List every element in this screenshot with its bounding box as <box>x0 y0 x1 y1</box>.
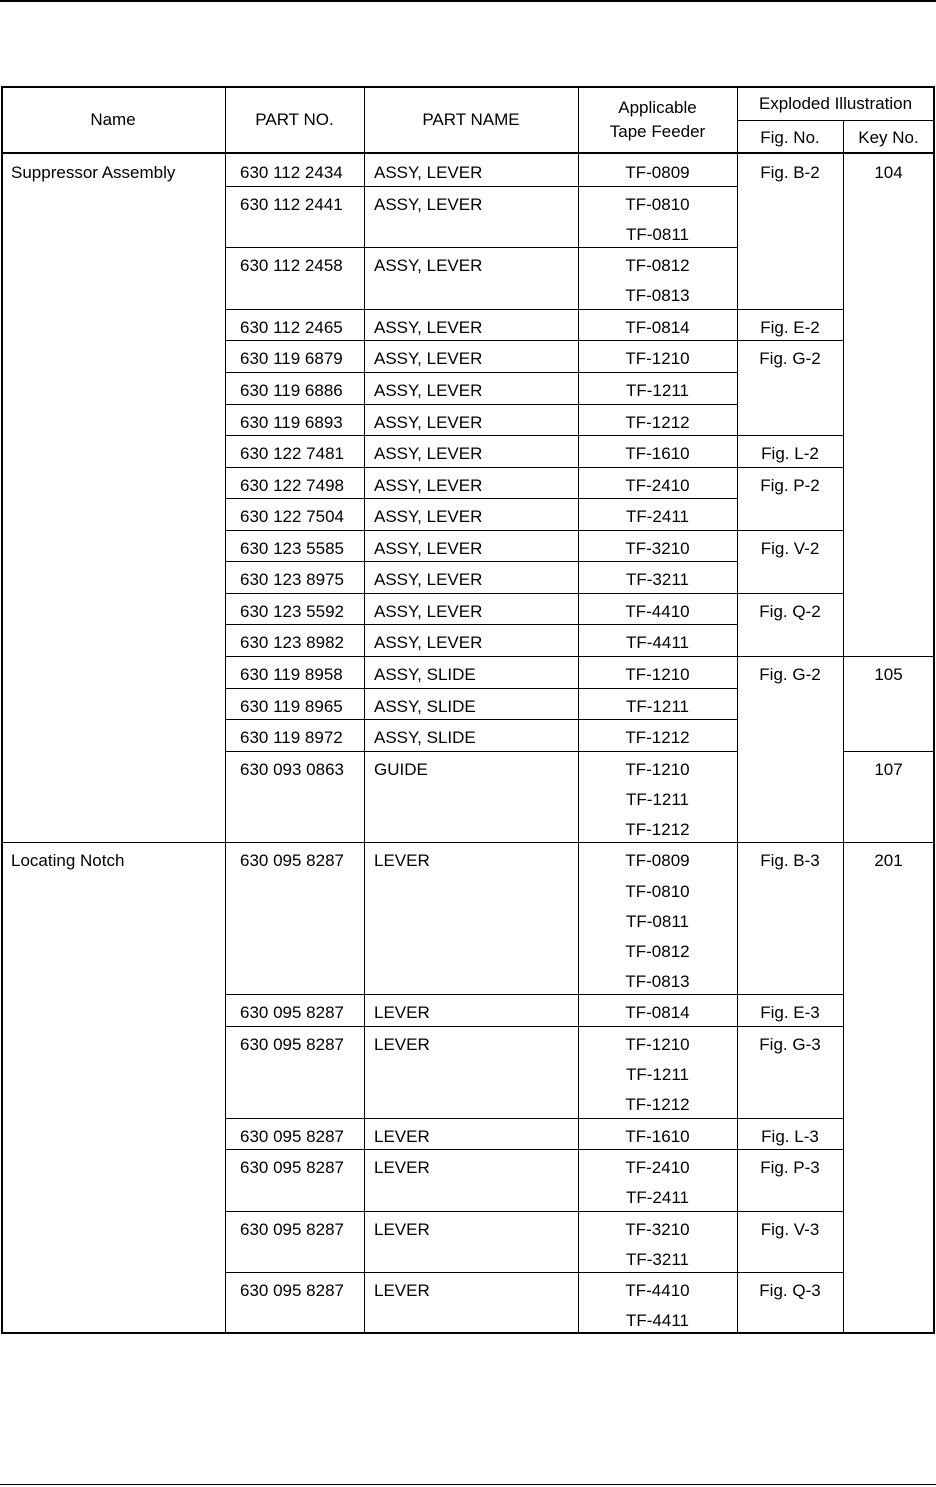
part-name-cell: ASSY, LEVER <box>374 570 483 590</box>
row-divider <box>225 498 737 499</box>
part-no-cell: 630 112 2434 <box>240 163 343 182</box>
tape-feeder-cell: TF-4411 <box>626 633 689 653</box>
fig-divider <box>737 1118 843 1119</box>
part-no-cell: 630 095 8287 <box>240 851 344 871</box>
tape-feeder-cell: TF-0813 <box>625 971 690 991</box>
fig-divider <box>737 994 843 995</box>
part-name-cell: LEVER <box>374 1003 430 1023</box>
part-name-cell: ASSY, SLIDE <box>374 728 476 748</box>
header-bottom-border <box>1 152 935 154</box>
part-no-cell: 630 122 7498 <box>240 475 344 495</box>
tape-feeder-cell: TF-2411 <box>626 507 689 527</box>
table-bottom-border <box>1 1332 935 1334</box>
header-sub-divider <box>737 120 934 121</box>
fig-divider <box>737 1149 843 1150</box>
fig-no-cell: Fig. V-3 <box>760 1219 820 1239</box>
tape-feeder-cell: TF-3211 <box>626 1249 689 1269</box>
row-divider <box>225 247 737 248</box>
row-divider <box>225 1211 737 1212</box>
part-no-cell: 630 095 8287 <box>240 1034 344 1054</box>
tape-feeder-cell: TF-0812 <box>625 941 690 961</box>
part-no-cell: 630 095 8287 <box>240 1126 344 1146</box>
fig-no-cell: Fig. Q-3 <box>759 1281 821 1301</box>
tape-feeder-cell: TF-3211 <box>626 570 689 590</box>
part-name-cell: ASSY, LEVER <box>374 444 483 464</box>
column-divider <box>578 86 579 1334</box>
row-divider <box>225 340 737 341</box>
part-name-cell: LEVER <box>374 1034 430 1054</box>
tape-feeder-cell: TF-1210 <box>625 759 690 779</box>
part-no-cell: 630 119 6886 <box>240 380 343 400</box>
header-part-name: PART NAME <box>422 110 520 129</box>
tape-feeder-cell: TF-1211 <box>626 789 689 809</box>
part-name-cell: LEVER <box>374 851 430 871</box>
fig-no-cell: Fig. L-3 <box>761 1126 819 1146</box>
fig-no-cell: Fig. G-2 <box>759 665 821 685</box>
fig-no-cell: Fig. P-3 <box>760 1158 820 1178</box>
part-name-cell: ASSY, LEVER <box>374 475 483 495</box>
tape-feeder-cell: TF-4411 <box>626 1311 689 1331</box>
part-no-cell: 630 123 5585 <box>240 538 344 558</box>
part-name-cell: ASSY, LEVER <box>374 256 483 276</box>
part-name-cell: ASSY, SLIDE <box>374 696 476 716</box>
page-top-rule <box>0 0 936 2</box>
group-name-cell: Suppressor Assembly <box>11 163 176 182</box>
row-divider <box>225 372 737 373</box>
part-name-cell: LEVER <box>374 1158 430 1178</box>
part-no-cell: 630 123 5592 <box>240 601 344 621</box>
row-divider <box>225 186 737 187</box>
fig-divider <box>737 593 843 594</box>
part-no-cell: 630 119 8972 <box>240 728 343 748</box>
tape-feeder-cell: TF-4410 <box>625 601 690 621</box>
part-name-cell: ASSY, LEVER <box>374 507 483 527</box>
fig-divider <box>737 309 843 310</box>
header-fig-no: Fig. No. <box>760 128 820 147</box>
table-right-border <box>933 86 935 1334</box>
row-divider <box>225 561 737 562</box>
parts-table <box>1 86 935 1334</box>
tape-feeder-cell: TF-4410 <box>625 1281 690 1301</box>
key-no-cell: 107 <box>874 759 903 779</box>
row-divider <box>225 467 737 468</box>
tape-feeder-cell: TF-1210 <box>625 1034 690 1054</box>
header-tape-feeder: Tape Feeder <box>609 122 706 141</box>
tape-feeder-cell: TF-1610 <box>625 444 690 464</box>
row-divider <box>225 624 737 625</box>
fig-divider <box>737 656 843 657</box>
fig-no-cell: Fig. G-3 <box>759 1034 821 1054</box>
part-no-cell: 630 123 8982 <box>240 633 344 653</box>
part-name-cell: ASSY, LEVER <box>374 412 483 432</box>
tape-feeder-cell: TF-1210 <box>625 349 690 369</box>
fig-no-cell: Fig. P-2 <box>760 475 820 495</box>
fig-divider <box>737 340 843 341</box>
part-no-cell: 630 119 8965 <box>240 696 343 716</box>
row-divider <box>225 1149 737 1150</box>
fig-divider <box>737 1211 843 1212</box>
tape-feeder-cell: TF-1212 <box>625 728 690 748</box>
tape-feeder-cell: TF-0809 <box>625 163 690 182</box>
part-name-cell: LEVER <box>374 1219 430 1239</box>
row-divider <box>225 1272 737 1273</box>
part-no-cell: 630 093 0863 <box>240 759 344 779</box>
part-no-cell: 630 122 7504 <box>240 507 344 527</box>
tape-feeder-cell: TF-0812 <box>625 256 690 276</box>
tape-feeder-cell: TF-1210 <box>625 665 690 685</box>
key-divider <box>843 656 934 657</box>
row-divider <box>225 751 737 752</box>
part-no-cell: 630 095 8287 <box>240 1003 344 1023</box>
part-no-cell: 630 095 8287 <box>240 1158 344 1178</box>
fig-no-cell: Fig. B-2 <box>760 163 820 182</box>
fig-no-cell: Fig. Q-2 <box>759 601 821 621</box>
tape-feeder-cell: TF-0814 <box>625 1003 690 1023</box>
header-name: Name <box>90 110 136 129</box>
part-no-cell: 630 119 6893 <box>240 412 343 432</box>
row-divider <box>225 719 737 720</box>
key-no-cell: 105 <box>874 665 903 685</box>
part-no-cell: 630 122 7481 <box>240 444 344 464</box>
tape-feeder-cell: TF-1211 <box>626 696 689 716</box>
row-divider <box>225 404 737 405</box>
key-divider <box>843 751 934 752</box>
tape-feeder-cell: TF-3210 <box>625 538 690 558</box>
key-no-cell: 104 <box>874 163 903 182</box>
fig-no-cell: Fig. B-3 <box>760 851 820 871</box>
part-name-cell: ASSY, LEVER <box>374 317 483 337</box>
tape-feeder-cell: TF-0809 <box>625 851 690 871</box>
part-name-cell: ASSY, LEVER <box>374 163 483 182</box>
part-name-cell: ASSY, LEVER <box>374 194 483 214</box>
tape-feeder-cell: TF-1211 <box>626 380 689 400</box>
part-no-cell: 630 095 8287 <box>240 1281 344 1301</box>
column-divider <box>737 86 738 1334</box>
part-name-cell: ASSY, LEVER <box>374 349 483 369</box>
part-no-cell: 630 112 2465 <box>240 317 343 337</box>
tape-feeder-cell: TF-0811 <box>626 911 689 931</box>
group-divider <box>1 842 935 843</box>
row-divider <box>225 1026 737 1027</box>
fig-divider <box>737 1026 843 1027</box>
fig-no-cell: Fig. G-2 <box>759 349 821 369</box>
row-divider <box>225 656 737 657</box>
fig-no-cell: Fig. L-2 <box>761 444 819 464</box>
row-divider <box>225 530 737 531</box>
tape-feeder-cell: TF-0814 <box>625 317 690 337</box>
key-no-cell: 201 <box>874 851 903 871</box>
tape-feeder-cell: TF-2410 <box>625 475 690 495</box>
part-name-cell: ASSY, LEVER <box>374 380 483 400</box>
tape-feeder-cell: TF-0810 <box>625 194 690 214</box>
tape-feeder-cell: TF-1212 <box>625 412 690 432</box>
part-name-cell: ASSY, LEVER <box>374 538 483 558</box>
fig-divider <box>737 467 843 468</box>
tape-feeder-cell: TF-1610 <box>625 1126 690 1146</box>
row-divider <box>225 435 737 436</box>
fig-divider <box>737 530 843 531</box>
fig-divider <box>737 1272 843 1273</box>
column-divider <box>225 86 226 1334</box>
column-divider <box>364 86 365 1334</box>
part-name-cell: ASSY, SLIDE <box>374 665 476 685</box>
tape-feeder-cell: TF-2411 <box>626 1188 689 1208</box>
part-name-cell: ASSY, LEVER <box>374 633 483 653</box>
tape-feeder-cell: TF-3210 <box>625 1219 690 1239</box>
part-no-cell: 630 119 8958 <box>240 665 343 685</box>
column-divider <box>843 120 844 1334</box>
part-name-cell: GUIDE <box>374 759 428 779</box>
part-name-cell: LEVER <box>374 1281 430 1301</box>
tape-feeder-cell: TF-0810 <box>625 881 690 901</box>
part-name-cell: LEVER <box>374 1126 430 1146</box>
part-name-cell: ASSY, LEVER <box>374 601 483 621</box>
fig-no-cell: Fig. E-3 <box>760 1003 820 1023</box>
fig-no-cell: Fig. E-2 <box>760 317 820 337</box>
row-divider <box>225 994 737 995</box>
header-part-no: PART NO. <box>255 110 334 129</box>
part-no-cell: 630 112 2441 <box>240 194 343 214</box>
group-name-cell: Locating Notch <box>11 851 125 871</box>
fig-no-cell: Fig. V-2 <box>760 538 820 558</box>
table-left-border <box>1 86 3 1334</box>
part-no-cell: 630 112 2458 <box>240 256 343 276</box>
header-applicable: Applicable <box>618 98 697 117</box>
tape-feeder-cell: TF-2410 <box>625 1158 690 1178</box>
tape-feeder-cell: TF-0813 <box>625 286 690 306</box>
tape-feeder-cell: TF-1212 <box>625 1094 690 1114</box>
row-divider <box>225 688 737 689</box>
page-bottom-rule <box>0 1484 936 1485</box>
part-no-cell: 630 119 6879 <box>240 349 343 369</box>
fig-divider <box>737 435 843 436</box>
row-divider <box>225 1118 737 1119</box>
header-key-no: Key No. <box>858 128 919 147</box>
table-top-border <box>1 86 935 88</box>
tape-feeder-cell: TF-0811 <box>626 224 689 244</box>
part-no-cell: 630 123 8975 <box>240 570 344 590</box>
tape-feeder-cell: TF-1212 <box>625 819 690 839</box>
row-divider <box>225 309 737 310</box>
part-no-cell: 630 095 8287 <box>240 1219 344 1239</box>
tape-feeder-cell: TF-1211 <box>626 1064 689 1084</box>
row-divider <box>225 593 737 594</box>
header-exploded-illustration: Exploded Illustration <box>758 94 913 113</box>
